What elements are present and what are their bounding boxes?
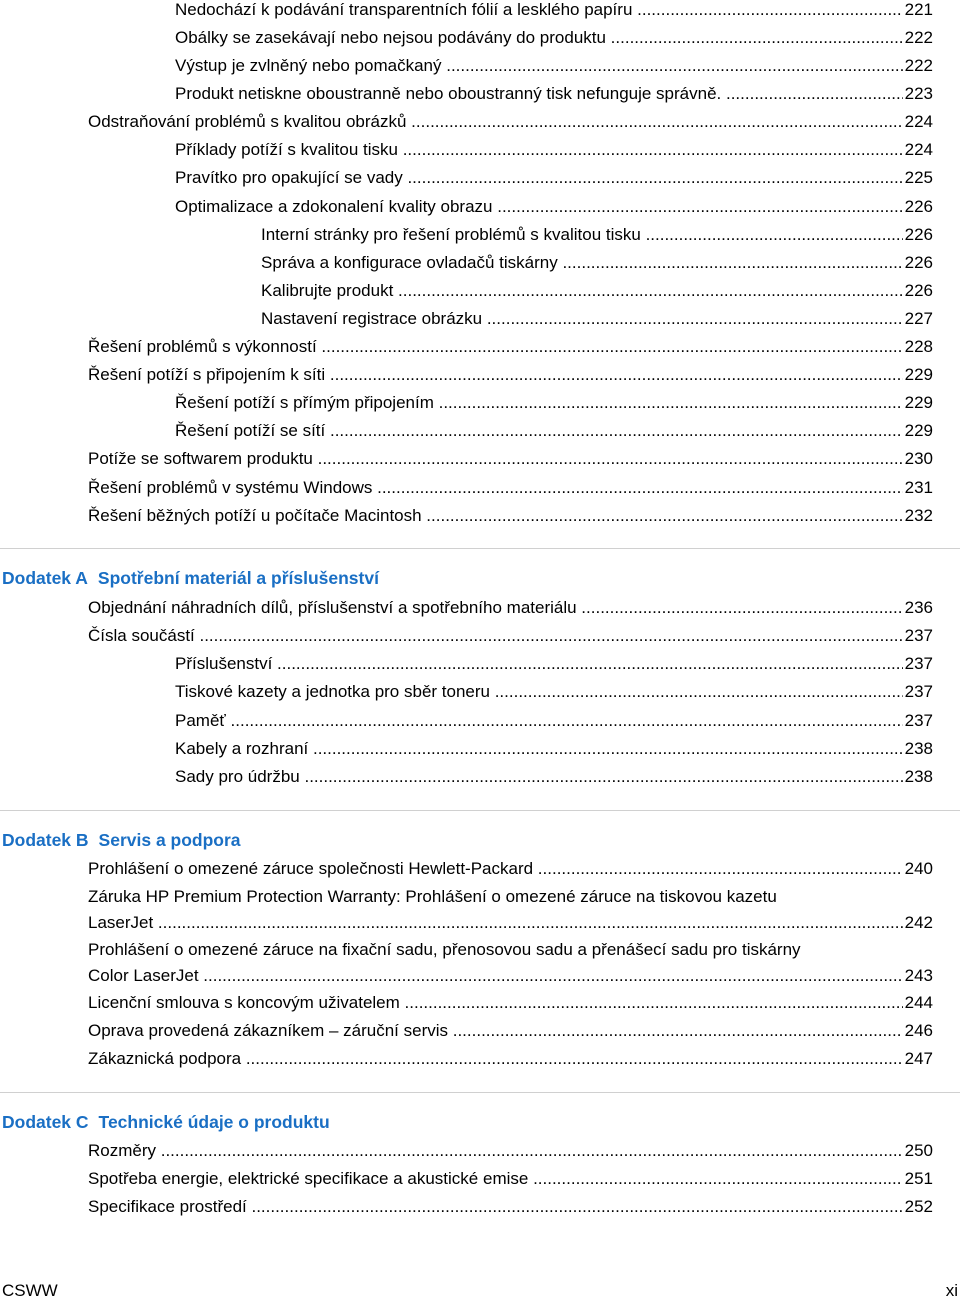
toc-entry[interactable]: Prohlášení o omezené záruce společnosti Hewlett-Packard ..... 240	[88, 856, 933, 882]
toc-entry[interactable]: Produkt netiskne oboustranně nebo oboustranný tisk nefunguje správně. ..... 223	[175, 81, 933, 107]
page-number: 226	[903, 222, 933, 248]
page-number: 230	[903, 446, 933, 472]
toc-entry[interactable]: Správa a konfigurace ovladačů tiskárny ..... 226	[261, 250, 933, 276]
section-divider	[0, 548, 960, 549]
toc-entry[interactable]: Záruka HP Premium Protection Warranty: Prohlášení o omezené záruce na tiskovou kazetu LaserJet ..... 242	[88, 884, 933, 936]
appendix-label: Dodatek C	[2, 1112, 89, 1132]
page-number: 221	[903, 0, 933, 23]
toc-entry[interactable]: Nedochází k podávání transparentních fólií a lesklého papíru ..... 221	[175, 0, 933, 23]
toc-entry[interactable]: Potíže se softwarem produktu ..... 230	[88, 446, 933, 472]
toc-entry[interactable]: Odstraňování problémů s kvalitou obrázků ..... 224	[88, 109, 933, 135]
toc-entry[interactable]: Prohlášení o omezené záruce na fixační sadu, přenosovou sadu a přenášecí sadu pro tiskárny Color LaserJet ..... 243	[88, 937, 933, 989]
page-number: 243	[903, 963, 933, 989]
toc-entry[interactable]: Příklady potíží s kvalitou tisku ..... 224	[175, 137, 933, 163]
toc-entry[interactable]: Příslušenství ..... 237	[175, 651, 933, 677]
toc-entry[interactable]: Řešení běžných potíží u počítače Macintosh ..... 232	[88, 503, 933, 529]
page-number: 237	[903, 679, 933, 705]
page-number: 237	[903, 651, 933, 677]
toc-entry[interactable]: Optimalizace a zdokonalení kvality obrazu ..... 226	[175, 194, 933, 220]
footer-doc-code: CSWW	[2, 1281, 58, 1300]
page-number: 238	[903, 736, 933, 762]
page-number: 242	[903, 910, 933, 936]
footer-page-number: xi	[945, 1281, 958, 1300]
page-number: 238	[903, 764, 933, 790]
toc-entry[interactable]: Interní stránky pro řešení problémů s kvalitou tisku ..... 226	[261, 222, 933, 248]
appendix-label: Dodatek A	[2, 568, 88, 588]
toc-entry[interactable]: Sady pro údržbu ..... 238	[175, 764, 933, 790]
toc-entry[interactable]: Oprava provedená zákazníkem – záruční servis ..... 246	[88, 1018, 933, 1044]
toc-entry[interactable]: Řešení problémů v systému Windows ..... 231	[88, 475, 933, 501]
page-number: 229	[903, 362, 933, 388]
page-number: 224	[903, 137, 933, 163]
toc-entry[interactable]: Řešení potíží s připojením k síti ..... 229	[88, 362, 933, 388]
page-number: 224	[903, 109, 933, 135]
appendix-c-heading[interactable]	[2, 1109, 330, 1135]
toc-entry[interactable]: Rozměry ..... 250	[88, 1138, 933, 1164]
page-number: 226	[903, 278, 933, 304]
page-number: 225	[903, 165, 933, 191]
appendix-title: Spotřební materiál a příslušenství	[97, 568, 379, 588]
toc-entry[interactable]: Kabely a rozhraní ..... 238	[175, 736, 933, 762]
toc-entry[interactable]: Objednání náhradních dílů, příslušenství a spotřebního materiálu ..... 236	[88, 595, 933, 621]
appendix-title: Servis a podpora	[98, 830, 241, 850]
page-number: 247	[903, 1046, 933, 1072]
page-number: 250	[903, 1138, 933, 1164]
page-number: 226	[903, 250, 933, 276]
page-number: 236	[903, 595, 933, 621]
page-number: 229	[903, 418, 933, 444]
page-number: 232	[903, 503, 933, 529]
appendix-a-heading[interactable]	[2, 565, 379, 591]
toc-entry[interactable]: Řešení potíží se sítí ..... 229	[175, 418, 933, 444]
page-number: 237	[903, 623, 933, 649]
page-number: 229	[903, 390, 933, 416]
page-number: 252	[903, 1194, 933, 1220]
page-number: 246	[903, 1018, 933, 1044]
page-number: 223	[903, 81, 933, 107]
page-number: 240	[903, 856, 933, 882]
page-number: 222	[903, 53, 933, 79]
toc-entry[interactable]: Výstup je zvlněný nebo pomačkaný ..... 222	[175, 53, 933, 79]
toc-entry[interactable]: Spotřeba energie, elektrické specifikace a akustické emise ..... 251	[88, 1166, 933, 1192]
page-number: 244	[903, 990, 933, 1016]
toc-entry[interactable]: Licenční smlouva s koncovým uživatelem ..... 244	[88, 990, 933, 1016]
appendix-label: Dodatek B	[2, 830, 89, 850]
toc-entry[interactable]: Čísla součástí ..... 237	[88, 623, 933, 649]
page-number: 222	[903, 25, 933, 51]
appendix-title: Technické údaje o produktu	[98, 1112, 330, 1132]
toc-entry[interactable]: Obálky se zasekávají nebo nejsou podávány do produktu ..... 222	[175, 25, 933, 51]
section-divider	[0, 1092, 960, 1093]
toc-entry[interactable]: Zákaznická podpora ..... 247	[88, 1046, 933, 1072]
page-number: 251	[903, 1166, 933, 1192]
toc-entry[interactable]: Pravítko pro opakující se vady ..... 225	[175, 165, 933, 191]
section-divider	[0, 810, 960, 811]
toc-entry[interactable]: Řešení potíží s přímým připojením ..... 229	[175, 390, 933, 416]
page-number: 231	[903, 475, 933, 501]
toc-entry[interactable]: Specifikace prostředí ..... 252	[88, 1194, 933, 1220]
appendix-b-heading[interactable]	[2, 827, 241, 853]
page-number: 227	[903, 306, 933, 332]
toc-entry[interactable]: Tiskové kazety a jednotka pro sběr toneru ..... 237	[175, 679, 933, 705]
page-number: 237	[903, 708, 933, 734]
toc-entry[interactable]: Řešení problémů s výkonností ..... 228	[88, 334, 933, 360]
toc-entry[interactable]: Kalibrujte produkt ..... 226	[261, 278, 933, 304]
page-number: 228	[903, 334, 933, 360]
toc-entry[interactable]: Nastavení registrace obrázku ..... 227	[261, 306, 933, 332]
page-number: 226	[903, 194, 933, 220]
toc-entry[interactable]: Paměť ..... 237	[175, 708, 933, 734]
